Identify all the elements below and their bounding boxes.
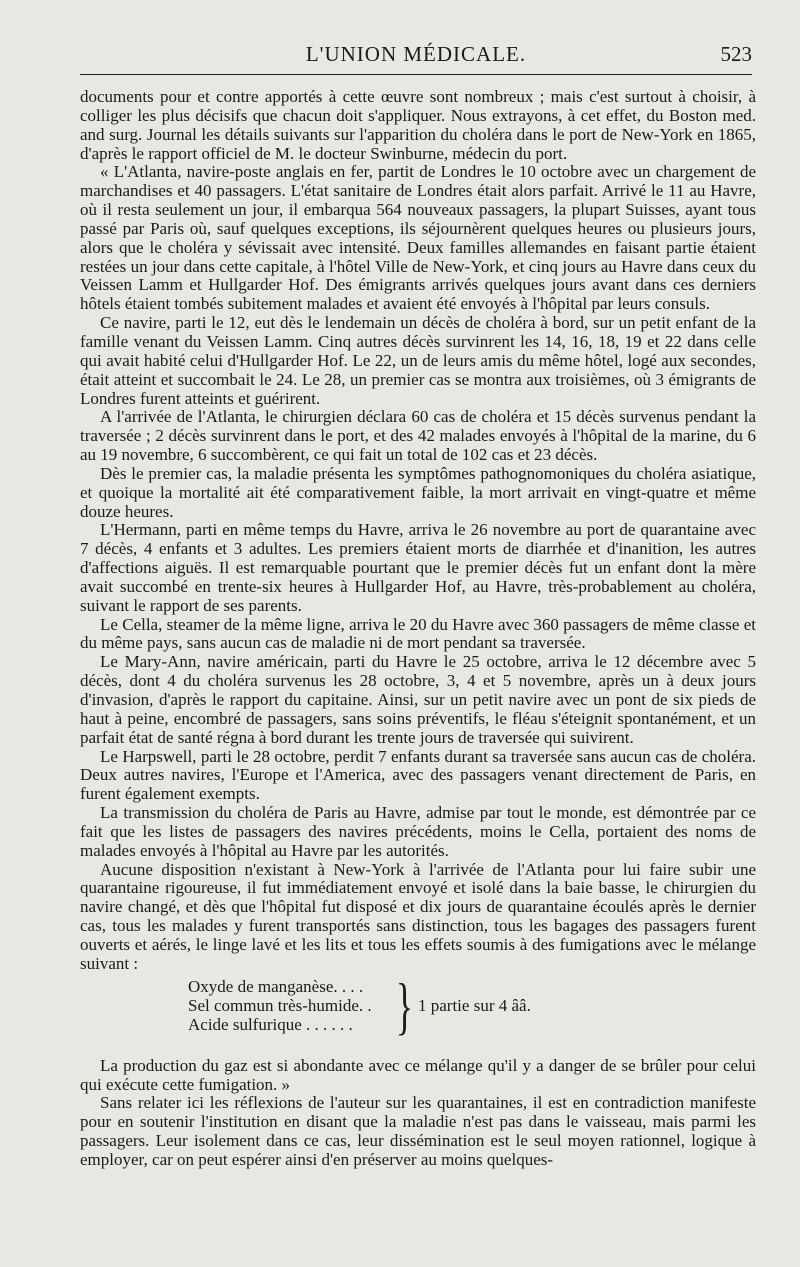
fumigation-formula	[80, 969, 756, 1054]
formula-ingredients	[188, 978, 400, 1035]
paragraph: Sans relater ici les réflexions de l'auteur sur les quarantaines, il est en contradiction manifeste pour en soutenir l'institution en disant que la maladie n'est pas dans le vaisseau, mais parmi les passagers. Leur isolement dans ce cas, leur dissémination est le seul moyen rationnel, logique à employer, car on peut espérer ainsi d'en préserver au moins quelques-	[80, 1093, 756, 1169]
paragraph: Ce navire, parti le 12, eut dès le lendemain un décès de choléra à bord, sur un petit enfant de la famille venant du Veissen Lamm. Cinq autres décès survinrent les 14, 16, 18, 19 et 22 dans celle qui avait habité celui d'Hullgarder Hof. Le 22, un de leurs amis du même hôtel, logé aux secondes, était atteint et succombait le 24. Le 28, un premier cas se montra aux troisièmes, où 3 émigrants de Londres furent atteints et guérirent.	[80, 313, 756, 408]
paragraph: Le Cella, steamer de la même ligne, arriva le 20 du Havre avec 360 passagers de même classe et du même pays, sans aucun cas de maladie ni de mort pendant sa traversée.	[80, 614, 756, 653]
paragraph: La production du gaz est si abondante avec ce mélange qu'il y a danger de se brûler pour celui qui exécute cette fumigation. »	[80, 1055, 756, 1094]
header-rule	[80, 74, 752, 75]
formula-proportion: 1 partie sur 4 ââ.	[418, 995, 531, 1015]
article-body	[80, 88, 756, 1170]
paragraph: Dès le premier cas, la maladie présenta les symptômes pathognomoniques du choléra asiatique, et quoique la mortalité ait été comparativement faible, la mort arrivait en vingt-quatre et même douze heures.	[80, 463, 756, 521]
formula-ingredient: Sel commun très-humide. .	[188, 995, 372, 1015]
paragraph: documents pour et contre apportés à cette œuvre sont nombreux ; mais c'est surtout à choisir, à colliger les plus décisifs que chacun doit s'appliquer. Nous extrayons, à cet effet, du Boston med. and surg. Journal les détails suivants sur l'apparition du choléra dans le port de New-York en 1865, d'après le rapport officiel de M. le docteur Swinburne, médecin du port.	[80, 87, 756, 163]
paragraph: A l'arrivée de l'Atlanta, le chirurgien déclara 60 cas de choléra et 15 décès survenus pendant la traversée ; 2 décès survinrent dans le port, et des 42 malades envoyés à l'hôpital de la marine, du 6 au 19 novembre, 6 succombèrent, ce qui fait un total de 102 cas et 23 décès.	[80, 407, 756, 465]
paragraph: Le Harpswell, parti le 28 octobre, perdit 7 enfants durant sa traversée sans aucun cas de choléra. Deux autres navires, l'Europe et l'America, avec des passagers venant directement de Paris, en furent également exempts.	[80, 746, 756, 804]
formula-brace: }	[396, 969, 413, 1041]
running-head	[80, 40, 752, 72]
formula-ingredient: Oxyde de manganèse. . . .	[188, 976, 364, 996]
paragraph: L'Hermann, parti en même temps du Havre, arriva le 26 novembre au port de quarantaine avec 7 décès, 4 enfants et 3 adultes. Les premiers étaient morts de diarrhée et d'inanition, les autres d'affections aiguës. Il est remarquable pourtant que le premier décès fut un enfant dont la mère avait succombé en trente-six heures à Hullgarder Hof, au Havre, très-probablement au choléra, suivant le rapport de ses parents.	[80, 520, 756, 615]
page-number: 523	[720, 42, 752, 66]
journal-title: L'UNION MÉDICALE.	[305, 42, 527, 66]
formula-ingredient: Acide sulfurique . . . . . .	[188, 1014, 353, 1034]
paragraph: Le Mary-Ann, navire américain, parti du Havre le 25 octobre, arriva le 12 décembre avec 5 décès, dont 4 du choléra survenus les 28 octobre, 3, 4 et 5 novembre, après un à deux jours d'invasion, d'après le rapport du capitaine. Ainsi, sur un petit navire avec un pont de six pieds de haut à peine, encombré de passagers, sans soins préventifs, le fléau s'éteignit spontanément, et un parfait état de santé régna à bord durant les trente jours de traversée qui suivirent.	[80, 652, 756, 747]
paragraph: « L'Atlanta, navire-poste anglais en fer, partit de Londres le 10 octobre avec un chargement de marchandises et 40 passagers. L'état sanitaire de Londres était alors parfait. Arrivé le 11 au Havre, où il resta seulement un jour, il embarqua 564 nouveaux passagers, la plupart Suisses, ayant tous passé par Paris où, sauf quelques exceptions, ils séjournèrent quelques heures ou plusieurs jours, alors que le choléra y sévissait avec intensité. Deux familles allemandes en faisant partie étaient restées un jour dans cette capitale, à l'hôtel Ville de New-York, et cinq jours au Havre dans ceux du Veissen Lamm et Hullgarder Hof. Des émigrants arrivés quelques jours avant dans ces derniers hôtels étaient tombés subitement malades et avaient été envoyés à l'hôpital par leurs consuls.	[80, 162, 756, 314]
paragraph: Aucune disposition n'existant à New-York à l'arrivée de l'Atlanta pour lui faire subir une quarantaine rigoureuse, il fut immédiatement envoyé et isolé dans la baie basse, le chirurgien du navire changé, et dès que l'hôpital fut disposé et dix jours de quarantaine écoulés après le dernier cas, tous les malades y furent transportés sans distinction, tous les bagages des passagers furent ouverts et aérés, le linge lavé et les lits et tous les effets soumis à des fumigations avec le mélange suivant :	[80, 859, 756, 973]
paragraph: La transmission du choléra de Paris au Havre, admise par tout le monde, est démontrée par ce fait que les listes de passagers des navires précédents, moins le Cella, portaient des noms de malades envoyés à l'hôpital au Havre par les autorités.	[80, 803, 756, 860]
